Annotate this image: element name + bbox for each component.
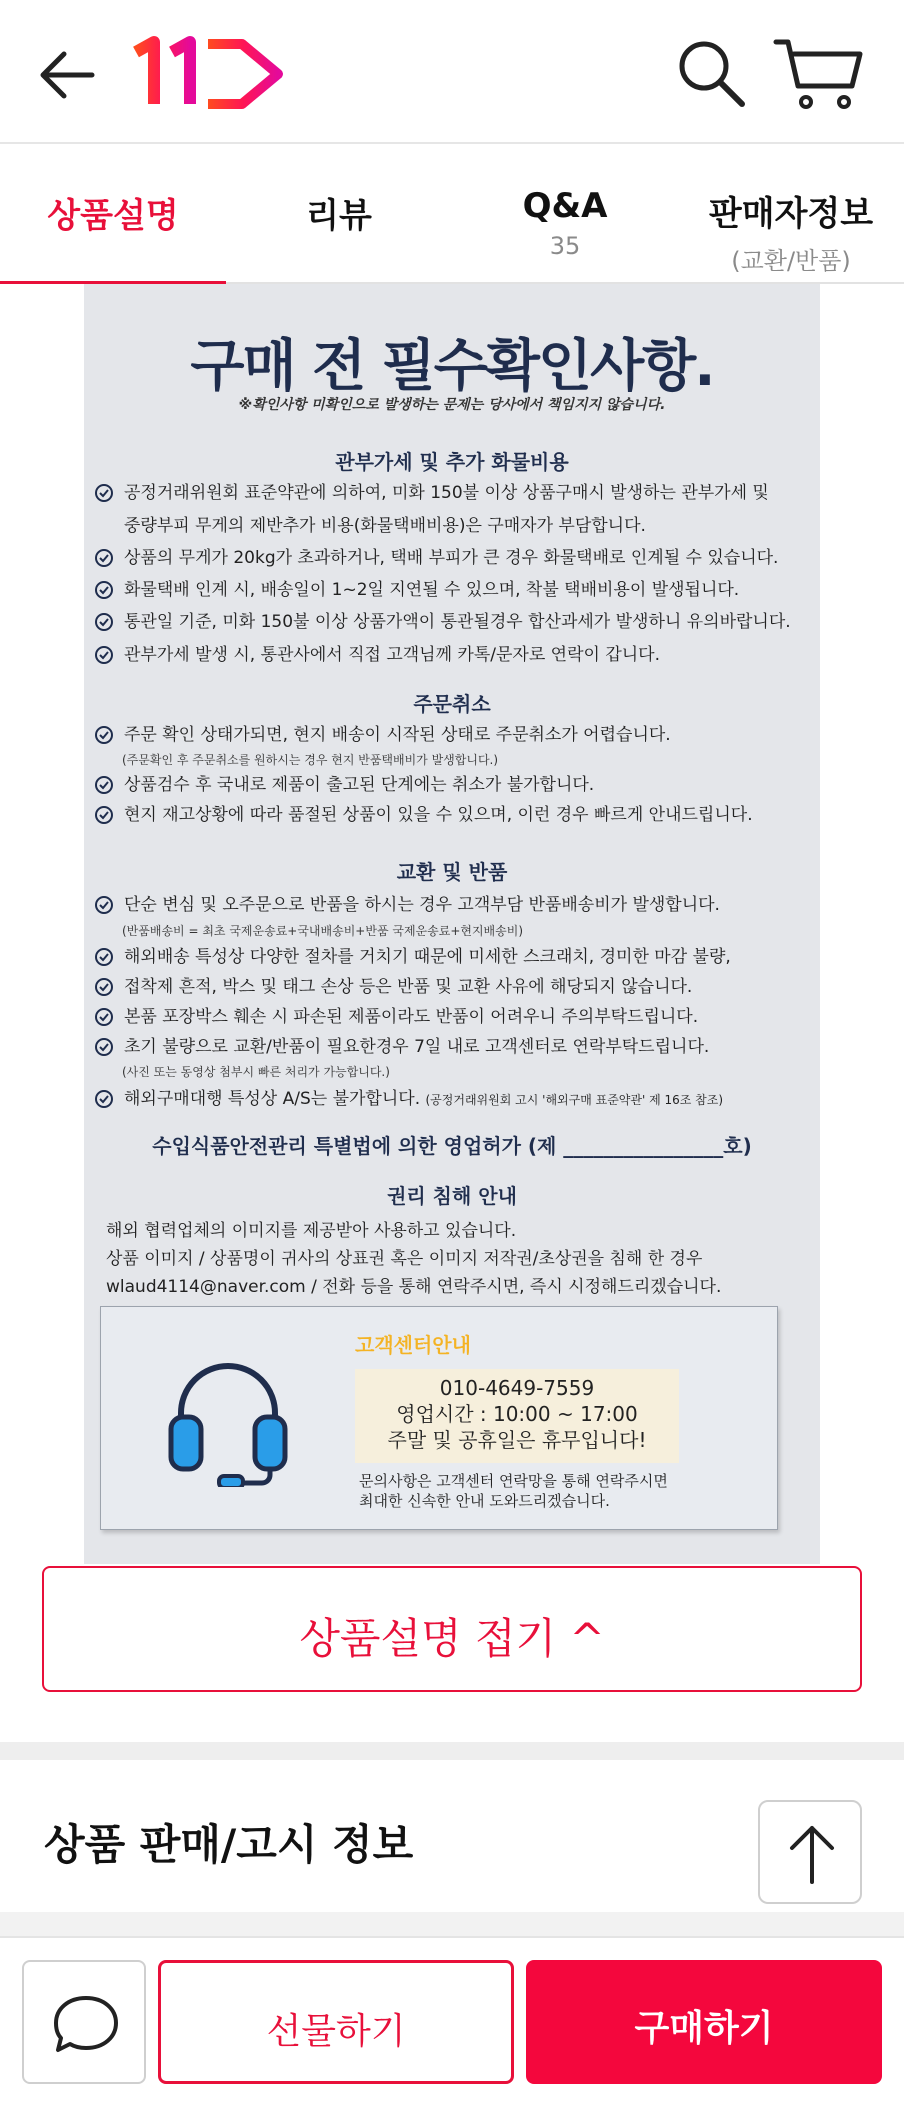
notice-item-text (124, 1088, 723, 1111)
check-circle-icon (94, 947, 114, 967)
notice-item-text: 접착제 흔적, 박스 및 태그 손상 등은 반품 및 교환 사유에 해당되지 않습니다. (124, 977, 693, 997)
notice-small-note: (반품배송비 = 최초 국제운송료+국내배송비+반품 국제운송료+현지배송비) (122, 924, 524, 938)
tab-count: 35 (549, 232, 581, 260)
buy-button[interactable] (526, 1960, 882, 2084)
tab-label: 상품설명 (47, 196, 179, 236)
cs-note-line: 문의사항은 고객센터 연락망을 통해 연락주시면 (359, 1472, 668, 1490)
notice-item-text: 현지 재고상황에 따라 품절된 상품이 있을 수 있으며, 이런 경우 빠르게 안내드립니다. (124, 805, 753, 825)
chat-bubble-icon (24, 1962, 148, 2086)
gift-button[interactable] (158, 1960, 514, 2084)
check-circle-icon (94, 612, 114, 632)
detail-tabs (0, 144, 904, 284)
scroll-top-button[interactable] (758, 1800, 862, 1904)
cs-info-panel (355, 1369, 679, 1463)
rights-line: wlaud4114@naver.com / 전화 등을 통해 연락주시면, 즉시 시정해드리겠습니다. (106, 1277, 722, 1297)
notice-item-text: 단순 변심 및 오주문으로 반품을 하시는 경우 고객부담 반품배송비가 발생합니다. (124, 895, 720, 915)
top-header (0, 0, 904, 144)
notice-item-text: 해외배송 특성상 다양한 절차를 거치기 때문에 미세한 스크래치, 경미한 마감 불량, (124, 947, 731, 967)
search-icon[interactable] (672, 34, 750, 112)
notice-small-note: (주문확인 후 주문취소를 원하시는 경우 현지 반품택배비가 발생합니다.) (122, 753, 499, 767)
check-circle-icon (94, 805, 114, 825)
as-not-available-text: 해외구매대행 특성상 A/S는 불가합니다. (124, 1089, 421, 1109)
check-circle-icon (94, 895, 114, 915)
cs-note-line: 최대한 신속한 안내 도와드리겠습니다. (359, 1492, 610, 1510)
section-heading: 주문취소 (413, 692, 491, 716)
notice-item-text: 상품의 무게가 20kg가 초과하거나, 택배 부피가 큰 경우 화물택배로 인계될 수 있습니다. (124, 548, 779, 568)
arrow-up-icon (760, 1802, 864, 1906)
as-reference-note: (공정거래위원회 고시 '해외구매 표준약관' 제 16조 참조) (425, 1093, 724, 1107)
check-circle-icon (94, 1037, 114, 1057)
notice-small-note: (사진 또는 동영상 첨부시 빠른 처리가 가능합니다.) (122, 1065, 390, 1079)
license-line: 수입식품안전관리 특별법에 의한 영업허가 (제 ________________호) (152, 1134, 752, 1158)
check-circle-icon (94, 645, 114, 665)
cs-phone: 010-4649-7559 (439, 1376, 595, 1400)
rights-heading: 권리 침해 안내 (387, 1184, 517, 1208)
check-circle-icon (94, 977, 114, 997)
check-circle-icon (94, 1007, 114, 1027)
notice-item-text: 공정거래위원회 표준약관에 의하여, 미화 150불 이상 상품구매시 발생하는 관부가세 및 (124, 483, 769, 503)
section-heading: 관부가세 및 추가 화물비용 (335, 450, 569, 474)
headset-icon (163, 1357, 293, 1487)
product-description (0, 284, 904, 1742)
bottom-action-bar (0, 1936, 904, 2105)
buy-button-label: 구매하기 (634, 2008, 774, 2049)
tab-sub-label: (교환/반품) (731, 247, 851, 275)
notice-item-text: 주문 확인 상태가되면, 현지 배송이 시작된 상태로 주문취소가 어렵습니다. (124, 725, 671, 745)
check-circle-icon (94, 483, 114, 503)
cs-holiday: 주말 및 공휴일은 휴무입니다! (387, 1428, 647, 1452)
notice-item-text: 상품검수 후 국내로 제품이 출고된 단계에는 취소가 불가합니다. (124, 775, 595, 795)
check-circle-icon (94, 775, 114, 795)
tab-label: 리뷰 (306, 196, 372, 236)
notice-item-text: 초기 불량으로 교환/반품이 필요한경우 7일 내로 고객센터로 연락부탁드립니다. (124, 1037, 710, 1057)
logo-11st[interactable] (132, 34, 292, 114)
tab-seller-info[interactable] (678, 144, 904, 284)
check-circle-icon (94, 725, 114, 745)
notice-item-text: 본품 포장박스 훼손 시 파손된 제품이라도 반품이 어려우니 주의부탁드립니다. (124, 1007, 699, 1027)
notice-item-text: 통관일 기준, 미화 150불 이상 상품가액이 통관될경우 합산과세가 발생하니 유의바랍니다. (124, 612, 791, 632)
cart-icon[interactable] (772, 34, 866, 114)
tab-label: 판매자정보 (708, 194, 874, 234)
notice-subtitle: ※확인사항 미확인으로 발생하는 문제는 당사에서 책임지지 않습니다. (238, 397, 666, 413)
collapse-button-label: 상품설명 접기 ^ (299, 1614, 605, 1663)
section-heading: 교환 및 반품 (396, 860, 508, 884)
section-divider (0, 1742, 904, 1760)
chat-button[interactable] (22, 1960, 146, 2084)
notice-image (84, 284, 820, 1564)
check-circle-icon (94, 1089, 114, 1109)
cs-title: 고객센터안내 (355, 1333, 471, 1357)
notice-item-text: 화물택배 인계 시, 배송일이 1~2일 지연될 수 있으며, 착불 택배비용이 발생됩니다. (124, 580, 740, 600)
tab-reviews[interactable] (226, 144, 452, 284)
section-title: 상품 판매/고시 정보 (44, 1820, 414, 1869)
cs-note (359, 1471, 668, 1511)
gift-button-label: 선물하기 (266, 2011, 406, 2052)
tab-qna[interactable] (452, 144, 678, 284)
tab-description[interactable] (0, 144, 226, 284)
check-circle-icon (94, 580, 114, 600)
collapse-description-button[interactable] (42, 1566, 862, 1692)
arrow-left-icon[interactable] (34, 40, 104, 110)
notice-title: 구매 전 필수확인사항. (190, 334, 714, 399)
check-circle-icon (94, 548, 114, 568)
customer-center-box (100, 1306, 778, 1530)
notice-item-text: 중량부피 무게의 제반추가 비용(화물택배비용)은 구매자가 부담합니다. (124, 516, 646, 536)
notice-item-text: 관부가세 발생 시, 통관사에서 직접 고객님께 카톡/문자로 연락이 갑니다. (124, 645, 661, 665)
rights-line: 해외 협력업체의 이미지를 제공받아 사용하고 있습니다. (106, 1221, 517, 1241)
cs-hours: 영업시간 : 10:00 ~ 17:00 (396, 1402, 638, 1426)
rights-line: 상품 이미지 / 상품명이 귀사의 상표권 혹은 이미지 저작권/초상권을 침해 한 경우 (106, 1249, 703, 1269)
tab-label: Q&A (522, 186, 608, 226)
